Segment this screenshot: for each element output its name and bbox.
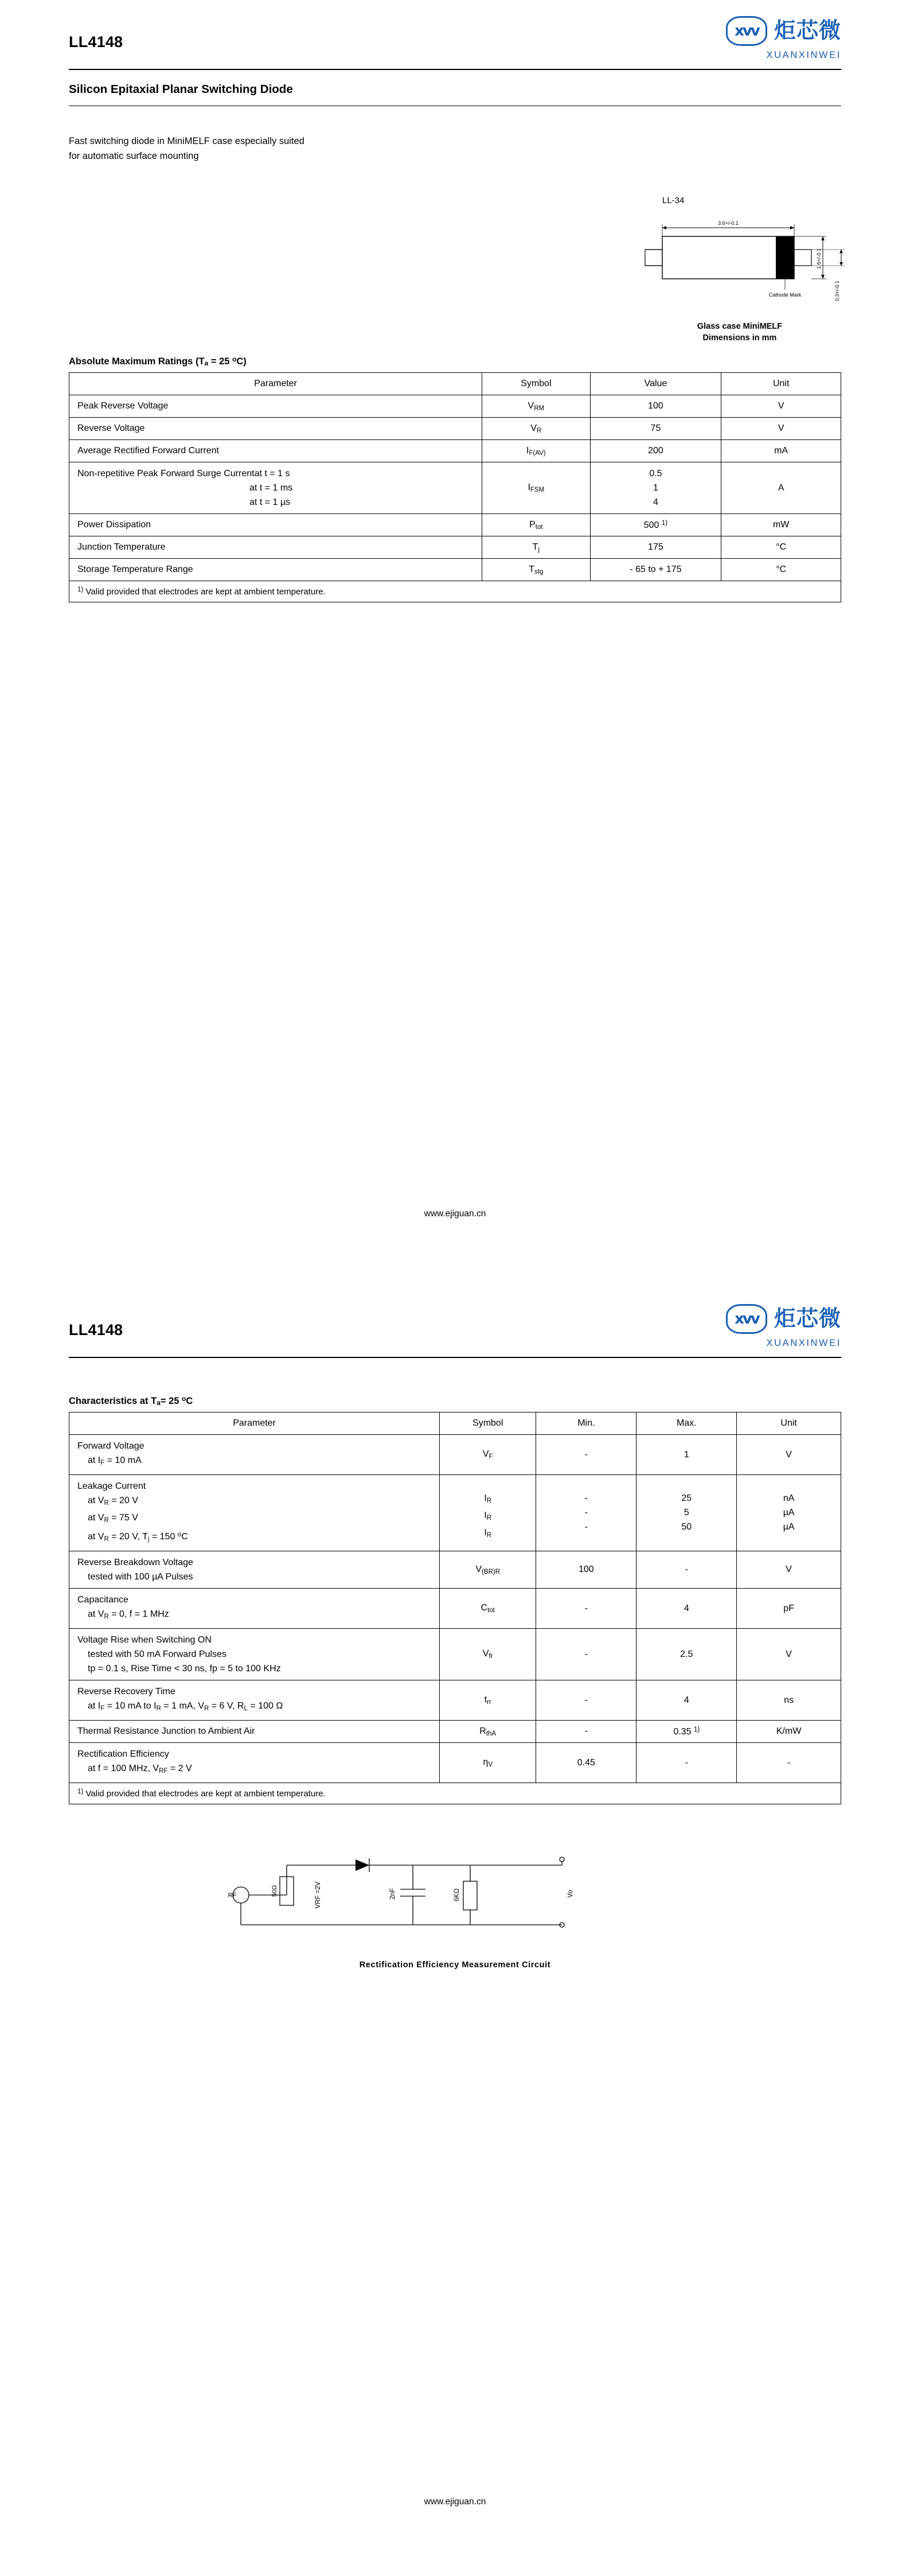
- intro-text: [69, 134, 841, 164]
- max-thermal-resistance: 0.35 $^{1)}$: [636, 1721, 737, 1743]
- circuit-caption: Rectification Efficiency Measurement Circuit: [359, 1960, 551, 1970]
- dim-length-text: 3.6+/-0.1: [718, 220, 739, 226]
- unit-forward-voltage: V: [737, 1435, 841, 1475]
- value-reverse-voltage: 75: [590, 418, 721, 440]
- footer-url: www.ejiguan.cn: [424, 1209, 486, 1219]
- table-row: [69, 1475, 841, 1551]
- max-voltage-rise: 2.5: [636, 1629, 737, 1680]
- circuit-vo-label: Vo: [567, 1890, 574, 1898]
- char-title-sub: a: [157, 1399, 161, 1407]
- package-caption: [654, 321, 826, 344]
- page-2-footer: [0, 2497, 910, 2507]
- cathode-mark-text: Cathode Mark: [768, 292, 802, 298]
- value-surge-1: 0.5: [649, 469, 662, 478]
- cond-reverse-breakdown: tested with 100 µA Pulses: [88, 1572, 193, 1582]
- page-2: [0, 1288, 910, 2576]
- cond-leakage-1: at $V_R = 20$ V: [88, 1496, 138, 1507]
- min-rect-efficiency: 0.45: [536, 1743, 636, 1783]
- param-storage-temperature: Storage Temperature Range: [69, 559, 482, 581]
- symbol-vf: $V_F$: [440, 1435, 536, 1475]
- table-row: [69, 1680, 841, 1721]
- table-row: [69, 1743, 841, 1783]
- symbol-rtha: $R_{thA}$: [440, 1721, 536, 1743]
- logo-chinese-name: 炬芯微: [774, 19, 841, 43]
- company-logo: [669, 16, 841, 61]
- param-surge-current: [69, 462, 482, 514]
- page-2-title: LL4148: [69, 1321, 123, 1338]
- cond-forward-voltage: at $I_F = 10$ mA: [88, 1456, 142, 1466]
- min-voltage-rise: -: [536, 1629, 636, 1680]
- logo-mark-icon: [726, 16, 767, 46]
- symbol-ptot: $P_{tot}$: [482, 514, 590, 536]
- symbol-tj: $T_j$: [482, 536, 590, 559]
- value-surge-current: [590, 462, 721, 514]
- circuit-svg: [69, 1839, 841, 1954]
- unit-storage-temperature: °C: [721, 559, 841, 581]
- symbol-eta-v: $\eta_V$: [440, 1743, 536, 1783]
- circuit-vrf-label: VRF =2V: [315, 1881, 322, 1909]
- max-forward-voltage: 1: [636, 1435, 737, 1475]
- param-avg-rect-forward-current: Average Rectified Forward Current: [69, 440, 482, 462]
- cond-rect-efficiency: at f = 100 MHz, $V_{RF} = 2$ V: [88, 1764, 192, 1775]
- table-header-row: [69, 1412, 841, 1435]
- max-leakage-current: 25 5 50: [636, 1475, 737, 1551]
- param-reverse-breakdown-voltage: [69, 1551, 440, 1589]
- table-row: [69, 440, 841, 462]
- circuit-r2-label: 6KΩ: [454, 1888, 460, 1902]
- param-leakage-current-label: Leakage Current: [77, 1481, 146, 1491]
- param-forward-voltage: [69, 1435, 440, 1475]
- table-footnote-row: [69, 581, 841, 602]
- abs-max-title-pre: Absolute Maximum Ratings (T: [69, 356, 205, 367]
- characteristics-table: [69, 1412, 841, 1804]
- col-symbol: Symbol: [482, 373, 590, 395]
- table-row: [69, 1721, 841, 1743]
- footer-url-2: www.ejiguan.cn: [424, 2497, 486, 2507]
- unit-avg-rect-forward-current: mA: [721, 440, 841, 462]
- abs-max-footnote: $^{1)}$ Valid provided that electrodes are kept at ambient temperature.: [69, 581, 841, 602]
- cond-leakage-3: at $V_R = 20$ V, $T_j = 150$ $^o$C: [88, 1531, 188, 1543]
- page-title: LL4148: [69, 33, 123, 50]
- param-reverse-recovery-time: [69, 1680, 440, 1721]
- table-row: [69, 536, 841, 559]
- table-row: [69, 418, 841, 440]
- unit-thermal-resistance: K/mW: [737, 1721, 841, 1743]
- cond-surge-3: at t = 1 µs: [249, 497, 291, 507]
- param-voltage-rise-label: Voltage Rise when Switching ON: [77, 1635, 212, 1645]
- abs-max-heading: [69, 355, 841, 367]
- param-forward-voltage-label: Forward Voltage: [77, 1441, 144, 1451]
- min-forward-voltage: -: [536, 1435, 636, 1475]
- min-capacitance: -: [536, 1589, 636, 1629]
- package-outline-drawing: [628, 216, 852, 308]
- col-unit: Unit: [721, 373, 841, 395]
- value-storage-temperature: - 65 to + 175: [590, 559, 721, 581]
- col-min: Min.: [536, 1412, 636, 1435]
- min-thermal-resistance: -: [536, 1721, 636, 1743]
- param-reverse-voltage: Reverse Voltage: [69, 418, 482, 440]
- dim-body-text: 1.6+/-0.1: [816, 248, 822, 269]
- intro-line-1: Fast switching diode in MiniMELF case especially suited: [69, 136, 304, 146]
- col-max: Max.: [636, 1412, 737, 1435]
- char-title-unit: C: [186, 1396, 193, 1406]
- unit-peak-reverse-voltage: V: [721, 395, 841, 418]
- table-row: [69, 462, 841, 514]
- unit-leakage-current: nA µA µA: [737, 1475, 841, 1551]
- cond-reverse-recovery: at $I_F = 10$ mA to $I_R = 1$ mA, $V_R = 6$ V, $R_L = 100$ Ω: [88, 1701, 283, 1712]
- min-reverse-recovery: -: [536, 1680, 636, 1721]
- char-title-deg: o: [182, 1395, 186, 1403]
- cond-leakage-2: at $V_R = 75$ V: [88, 1513, 138, 1524]
- param-rect-efficiency-label: Rectification Efficiency: [77, 1749, 169, 1759]
- param-peak-reverse-voltage: Peak Reverse Voltage: [69, 395, 482, 418]
- symbol-ir-group: [440, 1475, 536, 1551]
- package-caption-line-2: Dimensions in mm: [702, 333, 777, 343]
- table-row: [69, 1435, 841, 1475]
- logo-mark-text-2: xvv: [735, 1310, 759, 1328]
- package-name-label: LL-34: [662, 196, 685, 205]
- symbol-vbrr: $V_{(BR)R}$: [440, 1551, 536, 1589]
- param-thermal-resistance: Thermal Resistance Junction to Ambient Air: [69, 1721, 440, 1743]
- cond-capacitance: at $V_R = 0$, f = 1 MHz: [88, 1609, 169, 1620]
- company-logo-2: [669, 1304, 841, 1349]
- logo-mark-text: xvv: [735, 22, 759, 40]
- page-1-footer: [0, 1209, 910, 1219]
- header-divider: [69, 69, 841, 70]
- symbol-ifav: $I_{F(AV)}$: [482, 440, 590, 462]
- abs-max-title-sub: a: [204, 359, 209, 367]
- table-row: [69, 1589, 841, 1629]
- max-reverse-recovery: 4: [636, 1680, 737, 1721]
- package-caption-line-1: Glass case MiniMELF: [697, 322, 783, 331]
- page-2-header: [69, 1288, 841, 1357]
- unit-voltage-rise: V: [737, 1629, 841, 1680]
- logo-chinese-name-2: 炬芯微: [774, 1307, 841, 1331]
- symbol-ctot: $C_{tot}$: [440, 1589, 536, 1629]
- param-surge-current-label: Non-repetitive Peak Forward Surge Current: [77, 469, 255, 478]
- circuit-c1-label: 2nF: [389, 1888, 396, 1900]
- abs-max-title-post: = 25: [208, 356, 232, 367]
- table-row: [69, 1551, 841, 1589]
- symbol-ir-3: $I_R$: [484, 1528, 492, 1539]
- col-parameter: Parameter: [69, 373, 482, 395]
- col-value: Value: [590, 373, 721, 395]
- unit-surge-current: A: [721, 462, 841, 514]
- param-rectification-efficiency: [69, 1743, 440, 1783]
- param-capacitance: [69, 1589, 440, 1629]
- col-parameter: Parameter: [69, 1412, 440, 1435]
- measurement-circuit-area: [69, 1839, 841, 1994]
- param-voltage-rise: [69, 1629, 440, 1680]
- unit-reverse-breakdown: V: [737, 1551, 841, 1589]
- table-header-row: [69, 373, 841, 395]
- value-surge-2: 1: [653, 483, 658, 493]
- param-junction-temperature: Junction Temperature: [69, 536, 482, 559]
- unit-reverse-recovery: ns: [737, 1680, 841, 1721]
- symbol-trr: $t_{rr}$: [440, 1680, 536, 1721]
- value-junction-temperature: 175: [590, 536, 721, 559]
- unit-rect-efficiency: -: [737, 1743, 841, 1783]
- param-reverse-recovery-label: Reverse Recovery Time: [77, 1687, 175, 1696]
- abs-max-title-unit: C): [236, 356, 247, 367]
- dim-lead-text: 0.3+/-0.1: [834, 281, 840, 301]
- logo-english-name-2: XUANXINWEI: [766, 1338, 841, 1348]
- symbol-ifsm: $I_{FSM}$: [482, 462, 590, 514]
- logo-english-name: XUANXINWEI: [766, 50, 841, 60]
- logo-mark-icon-2: [726, 1304, 767, 1334]
- unit-junction-temperature: °C: [721, 536, 841, 559]
- min-leakage-current: - - -: [536, 1475, 636, 1551]
- max-capacitance: 4: [636, 1589, 737, 1629]
- cond-surge-2: at t = 1 ms: [249, 483, 293, 493]
- value-surge-3: 4: [653, 497, 658, 507]
- cond-surge-1: at t = 1 s: [254, 469, 290, 478]
- symbol-ir-1: $I_R$: [484, 1493, 492, 1504]
- char-title-pre: Characteristics at T: [69, 1396, 157, 1406]
- cond-voltage-rise-1: tested with 50 mA Forward Pulses: [88, 1649, 226, 1659]
- table-row: [69, 1629, 841, 1680]
- table-row: [69, 559, 841, 581]
- param-capacitance-label: Capacitance: [77, 1595, 128, 1605]
- characteristics-footnote: $^{1)}$ Valid provided that electrodes are kept at ambient temperature.: [69, 1783, 841, 1804]
- unit-power-dissipation: mW: [721, 514, 841, 536]
- intro-line-2: for automatic surface mounting: [69, 151, 199, 161]
- circuit-source-label: RF: [228, 1892, 237, 1899]
- characteristics-heading: [69, 1395, 841, 1407]
- symbol-tstg: $T_{stg}$: [482, 559, 590, 581]
- param-leakage-current: [69, 1475, 440, 1551]
- value-avg-rect-forward-current: 200: [590, 440, 721, 462]
- package-drawing-area: [69, 183, 841, 355]
- cond-voltage-rise-2: tp = 0.1 s, Rise Time < 30 ns, fp = 5 to 100 KHz: [88, 1664, 281, 1674]
- value-peak-reverse-voltage: 100: [590, 395, 721, 418]
- col-symbol: Symbol: [440, 1412, 536, 1435]
- col-unit: Unit: [737, 1412, 841, 1435]
- value-power-dissipation: 500 $^{1)}$: [590, 514, 721, 536]
- table-row: [69, 514, 841, 536]
- absolute-maximum-ratings-table: [69, 372, 841, 602]
- max-reverse-breakdown: -: [636, 1551, 737, 1589]
- table-row: [69, 395, 841, 418]
- symbol-vrm: $V_{RM}$: [482, 395, 590, 418]
- min-reverse-breakdown: 100: [536, 1551, 636, 1589]
- unit-capacitance: pF: [737, 1589, 841, 1629]
- abs-max-title-deg: o: [232, 355, 237, 363]
- symbol-ir-2: $I_R$: [484, 1511, 492, 1522]
- table-footnote-row: [69, 1783, 841, 1804]
- param-power-dissipation: Power Dissipation: [69, 514, 482, 536]
- symbol-vr: $V_R$: [482, 418, 590, 440]
- max-rect-efficiency: -: [636, 1743, 737, 1783]
- symbol-vfr: $V_{fr}$: [440, 1629, 536, 1680]
- document-subtitle: Silicon Epitaxial Planar Switching Diode: [69, 83, 293, 96]
- param-reverse-breakdown-label: Reverse Breakdown Voltage: [77, 1558, 193, 1567]
- char-title-post: = 25: [160, 1396, 182, 1406]
- unit-reverse-voltage: V: [721, 418, 841, 440]
- page-header: [69, 0, 841, 69]
- circuit-r1-label: 50Ω: [271, 1885, 278, 1897]
- package-svg: [628, 216, 852, 308]
